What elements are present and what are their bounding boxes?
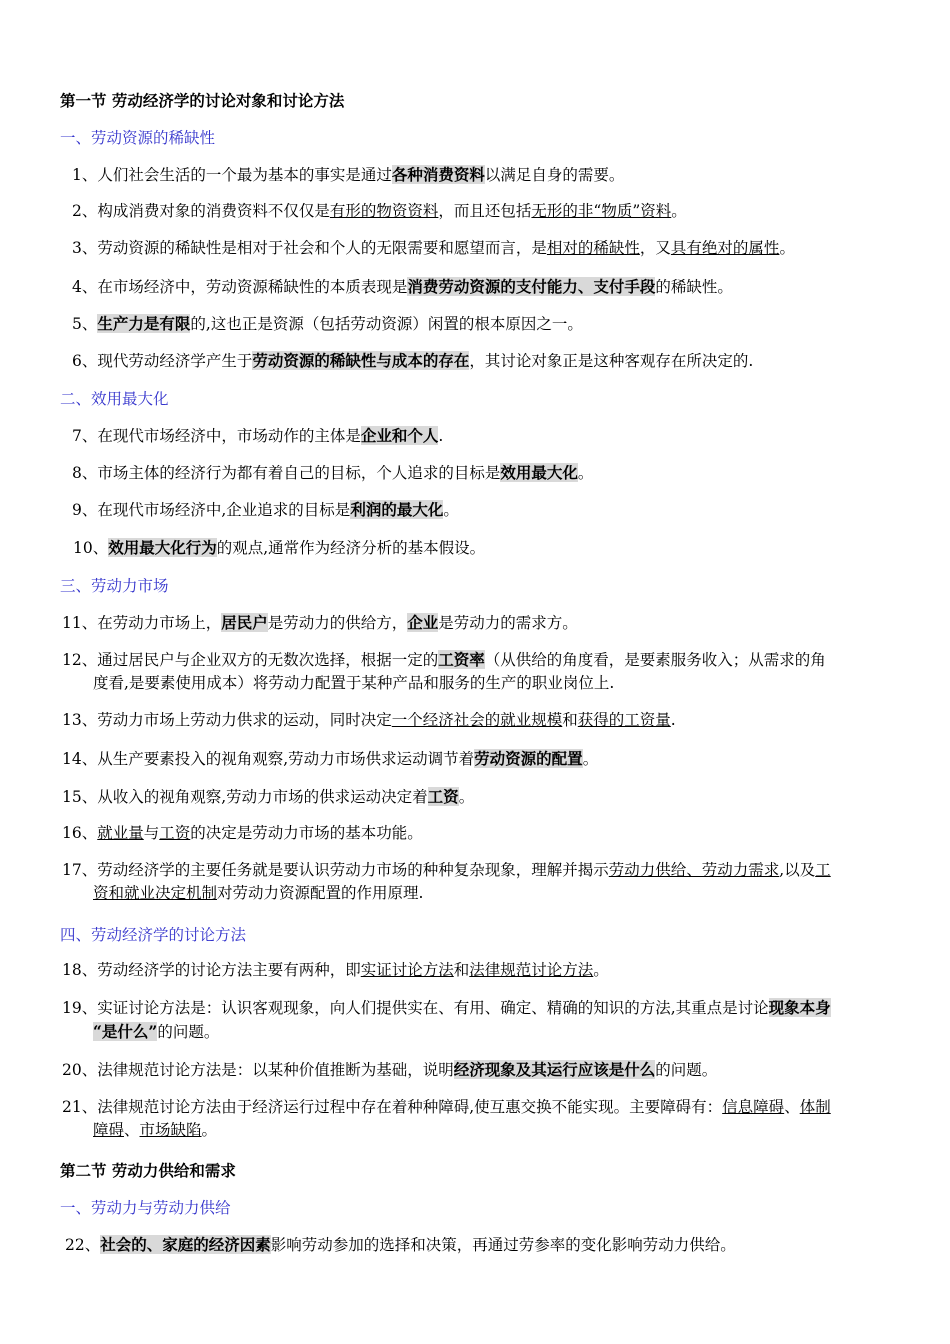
item-text: 法律规范讨论方法由于经济运行过程中存在着种种障碍,使互惠交换不能实现。主要障碍有： (97, 1098, 723, 1116)
item-text: 和 (453, 961, 470, 979)
item-text: 。 (201, 1121, 218, 1139)
item-number: 22、 (65, 1236, 101, 1254)
highlight-term: 消费劳动资源的支付能力、支付手段 (407, 277, 656, 296)
list-item (60, 461, 892, 485)
item-text: 通过居民户与企业双方的无数次选择，根据一定的 (97, 651, 439, 669)
item-text: 劳动资源的稀缺性是相对于社会和个人的无限需要和愿望而言，是 (97, 239, 547, 257)
underlined-term: 劳动力供给、劳动力需求 (608, 861, 780, 879)
item-text: 现代劳动经济学产生于 (97, 352, 253, 370)
highlight-term: 劳动资源的稀缺性与成本的存在 (252, 351, 470, 370)
underlined-term: 障碍 (93, 1121, 125, 1139)
list-item (60, 349, 892, 373)
item-number: 13、 (62, 711, 98, 729)
item-text: 。 (593, 961, 609, 979)
list-item (60, 747, 892, 771)
item-text: 的观点,通常作为经济分析的基本假设。 (216, 539, 486, 557)
underlined-term: 就业量 (97, 824, 144, 842)
list-item (60, 163, 892, 187)
highlight-term: 企业和个人 (360, 426, 439, 445)
item-number: 3、 (72, 239, 98, 257)
item-number: 14、 (62, 750, 98, 768)
item-text: 劳动经济学的主要任务就是要认识劳动力市场的种种复杂现象，理解并揭示 (97, 861, 609, 879)
item-text: 。 (671, 202, 687, 220)
list-item (60, 859, 892, 905)
highlight-term: 生产力是有限 (97, 314, 191, 333)
item-text: 。 (582, 750, 599, 768)
highlight-term: 工资率 (438, 650, 485, 669)
item-number: 9、 (72, 501, 98, 519)
item-number: 1、 (72, 166, 98, 184)
item-text: 度看,是要素使用成本）将劳动力配置于某种产品和服务的生产的职业岗位上. (93, 674, 615, 692)
item-text: 的问题。 (157, 1023, 220, 1041)
list-item (60, 1233, 892, 1257)
item-number: 10、 (73, 539, 109, 557)
list-item (60, 785, 892, 809)
item-number: 21、 (62, 1098, 98, 1116)
highlight-term: 劳动资源的配置 (474, 749, 583, 768)
item-text: 法律规范讨论方法是：以某种价值推断为基础，说明 (97, 1061, 454, 1079)
item-text: 劳动经济学的讨论方法主要有两种，即 (97, 961, 361, 979)
item-number: 8、 (72, 464, 98, 482)
item-text: 市场主体的经济行为都有着自己的目标，个人追求的目标是 (97, 464, 501, 482)
underlined-term: 相对的稀缺性 (546, 239, 640, 257)
underlined-term: 信息障碍 (722, 1098, 785, 1116)
underlined-term: 一个经济社会的就业规模 (391, 711, 563, 729)
underlined-term: 实证讨论方法 (360, 961, 454, 979)
item-text: 构成消费对象的消费资料不仅仅是 (97, 202, 330, 220)
list-item (60, 959, 892, 982)
chapter-heading-1: 第一节 劳动经济学的讨论对象和讨论方法 (60, 91, 345, 110)
highlight-term: 效用最大化行为 (108, 538, 217, 557)
item-text: ,以及 (779, 861, 816, 879)
item-text: 。 (577, 464, 594, 482)
item-text: 劳动力市场上劳动力供求的运动，同时决定 (97, 711, 392, 729)
item-text: 与 (143, 824, 160, 842)
item-text: 实证讨论方法是：认识客观现象，向人们提供实在、有用、确定、精确的知识的方法,其重点是讨论 (97, 999, 769, 1017)
underlined-term: 获得的工资量 (577, 711, 671, 729)
item-number: 18、 (62, 961, 98, 979)
highlight-term: 现象本身 (768, 998, 831, 1017)
item-number: 11、 (62, 614, 98, 632)
item-text: 、 (124, 1121, 140, 1139)
item-text: 的稀缺性。 (655, 278, 733, 296)
highlight-term: 效用最大化 (500, 463, 578, 482)
item-text: ，其讨论对象正是这种客观存在所决定的. (469, 352, 754, 370)
item-text: ，而且还包括 (438, 202, 532, 220)
item-text: 对劳动力资源配置的作用原理. (217, 884, 424, 902)
item-text: 影响劳动参加的选择和决策，再通过劳参率的变化影响劳动力供给。 (270, 1236, 736, 1254)
item-text: 在劳动力市场上， (97, 614, 222, 632)
underlined-term: 工 (815, 861, 831, 879)
list-item (60, 498, 892, 522)
underlined-term: 体制 (799, 1098, 831, 1116)
item-number: 6、 (72, 352, 98, 370)
list-item (60, 709, 892, 732)
item-number: 7、 (72, 427, 98, 445)
item-number: 5、 (72, 315, 98, 333)
item-text: 是劳动力的供给方， (267, 614, 408, 632)
highlight-term: 经济现象及其运行应该是什么 (453, 1060, 656, 1079)
item-text: . (438, 427, 444, 445)
underlined-term: 无形的非“物质”资料 (531, 202, 672, 220)
item-text: 和 (562, 711, 578, 729)
section-heading: 四、劳动经济学的讨论方法 (60, 926, 247, 944)
list-item (60, 424, 892, 448)
list-item (60, 1096, 892, 1142)
underlined-term: 市场缺陷 (139, 1121, 202, 1139)
item-number: 15、 (62, 788, 98, 806)
list-item (60, 200, 892, 223)
underlined-term: 工资 (159, 824, 191, 842)
underlined-term: 有形的物资资料 (329, 202, 439, 220)
underlined-term: 法律规范讨论方法 (469, 961, 594, 979)
item-number: 4、 (72, 278, 98, 296)
item-text: （从供给的角度看，是要素服务收入；从需求的角 (484, 651, 826, 669)
highlight-term: 利润的最大化 (350, 500, 444, 519)
item-number: 16、 (62, 824, 98, 842)
item-text: 人们社会生活的一个最为基本的事实是通过 (97, 166, 392, 184)
item-text: 从生产要素投入的视角观察,劳动力市场供求运动调节着 (97, 750, 475, 768)
list-item (60, 536, 892, 560)
highlight-term: “是什么” (93, 1022, 158, 1041)
item-text: . (670, 711, 676, 729)
item-text: 在现代市场经济中，市场动作的主体是 (97, 427, 361, 445)
item-text: 的,这也正是资源（包括劳动资源）闲置的根本原因之一。 (190, 315, 583, 333)
list-item (60, 648, 892, 695)
highlight-term: 居民户 (221, 613, 268, 632)
section-heading: 三、劳动力市场 (60, 577, 169, 595)
list-item (60, 822, 892, 845)
item-number: 2、 (72, 202, 98, 220)
item-number: 17、 (62, 861, 98, 879)
item-text: 。 (443, 501, 459, 519)
item-text: 、 (784, 1098, 800, 1116)
underlined-term: 具有绝对的属性 (670, 239, 780, 257)
section-heading: 一、劳动力与劳动力供给 (60, 1199, 231, 1217)
item-text: 的问题。 (655, 1061, 718, 1079)
item-text: 。 (458, 788, 475, 806)
item-text: 是劳动力的需求方。 (438, 614, 578, 632)
item-number: 12、 (62, 651, 98, 669)
list-item (60, 1058, 892, 1082)
item-text: 。 (779, 239, 795, 257)
item-number: 20、 (62, 1061, 98, 1079)
item-text: 的决定是劳动力市场的基本功能。 (190, 824, 423, 842)
highlight-term: 工资 (427, 787, 459, 806)
underlined-term: 资和就业决定机制 (93, 884, 218, 902)
list-item (60, 312, 892, 336)
chapter-heading-2: 第二节 劳动力供给和需求 (60, 1161, 236, 1180)
item-text: 以满足自身的需要。 (484, 166, 625, 184)
list-item (60, 275, 892, 299)
item-text: 在现代市场经济中,企业追求的目标是 (97, 501, 351, 519)
list-item (60, 611, 892, 635)
item-number: 19、 (62, 999, 98, 1017)
list-item (60, 996, 892, 1044)
section-heading: 二、效用最大化 (60, 390, 169, 408)
section-heading: 一、劳动资源的稀缺性 (60, 129, 216, 147)
highlight-term: 企业 (407, 613, 439, 632)
list-item (60, 237, 892, 260)
item-text: 在市场经济中，劳动资源稀缺性的本质表现是 (97, 278, 408, 296)
highlight-term: 社会的、家庭的经济因素 (100, 1235, 271, 1254)
highlight-term: 各种消费资料 (391, 165, 485, 184)
item-text: ，又 (639, 239, 671, 257)
item-text: 从收入的视角观察,劳动力市场的供求运动决定着 (97, 788, 428, 806)
